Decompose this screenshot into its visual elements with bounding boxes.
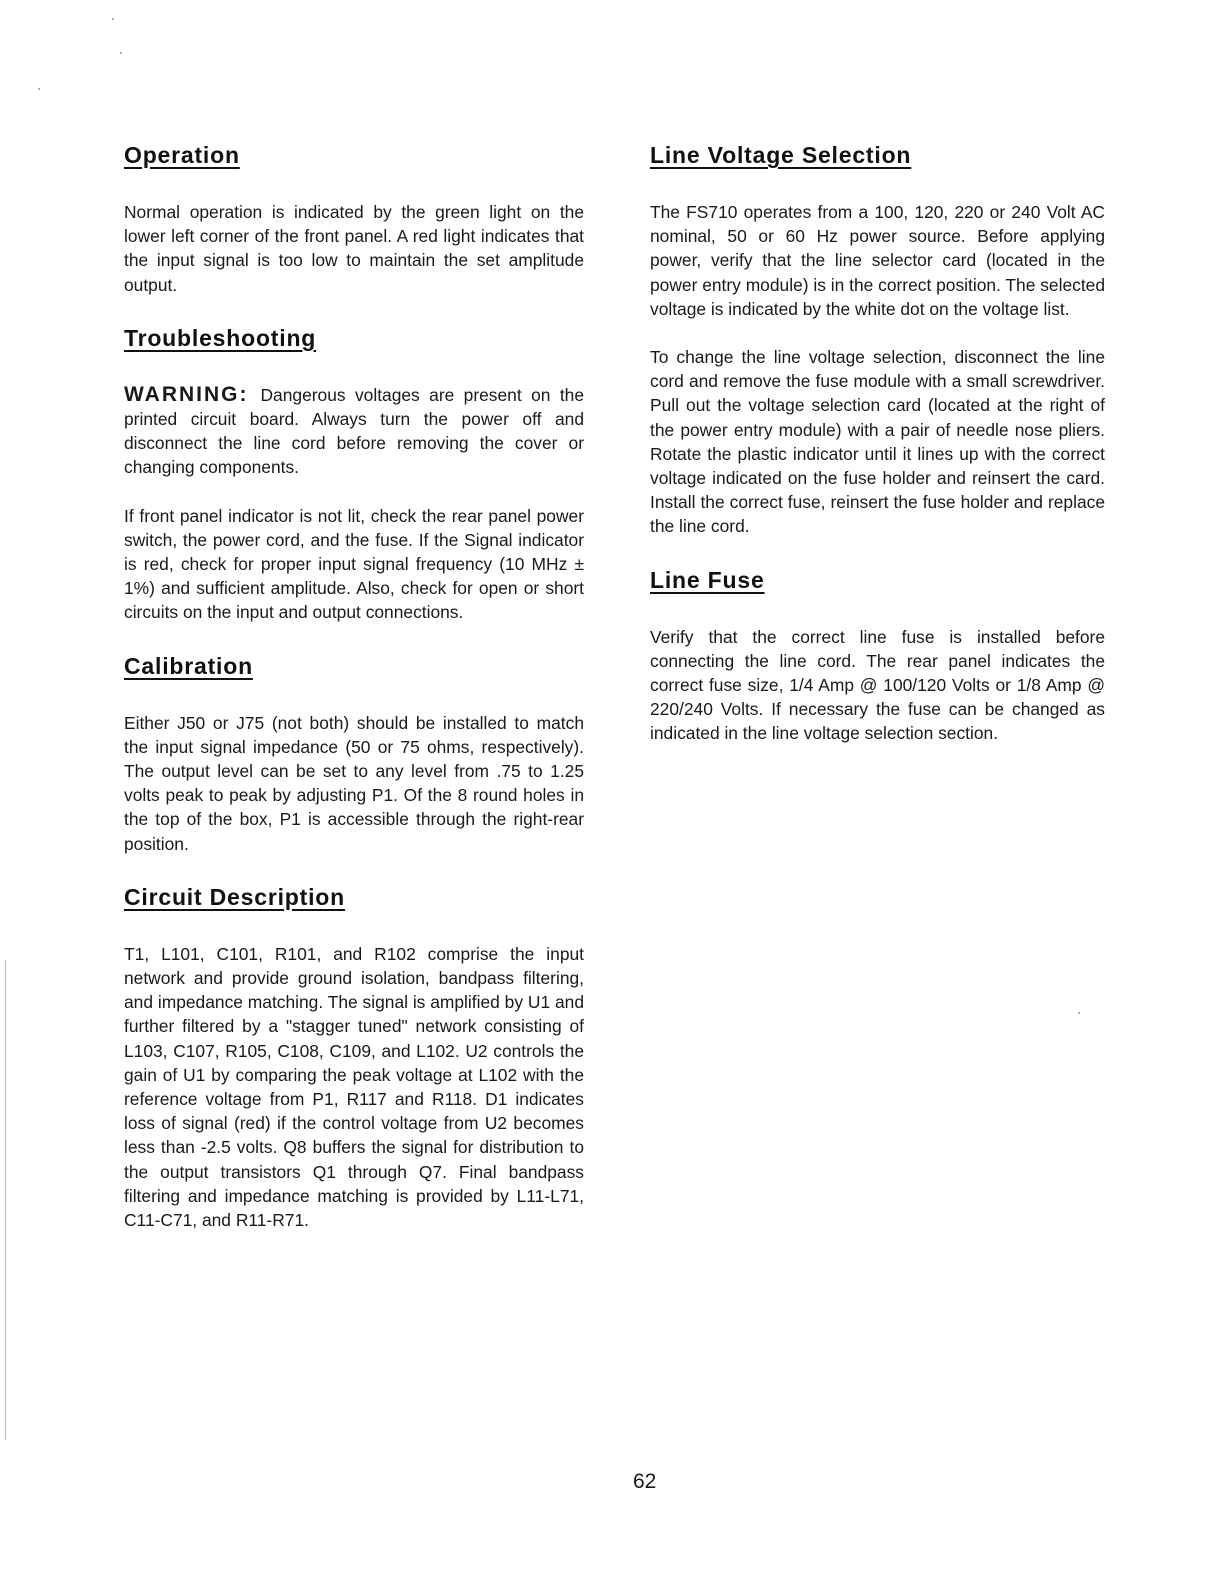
circuit-description-heading: Circuit Description — [124, 883, 345, 910]
line-voltage-paragraph-2: To change the line voltage selection, disconnect the line cord and remove the fuse module with a small screwdriver. Pull out the voltage selection card (located at the right of the power entry module) with a pair of needle nose pliers. Rotate the plastic indicator until it lines up with the correct voltage indicated on the fuse holder and reinsert the card. Install the correct fuse, reinsert the fuse holder and replace the line cord. — [650, 347, 1105, 537]
scan-speck — [1078, 1012, 1080, 1014]
warning-text: Dangerous voltages are present on the printed circuit board. Always turn the power off and disconnect the line cord before removing the cover or changing components. — [124, 384, 584, 478]
circuit-description-paragraph: T1, L101, C101, R101, and R102 comprise the input network and provide ground isolation, bandpass filtering, and impedance matching. The signal is amplified by U1 and further filtered by a "stagger tuned" network consisting of L103, C107, R105, C108, C109, and L102. U2 controls the gain of U1 by comparing the peak voltage at L102 with the reference voltage from P1, R117 and R118. D1 indicates loss of signal (red) if the control voltage from U2 becomes less than -2.5 volts. Q8 buffers the signal for distribution to the output transistors Q1 through Q7. Final bandpass filtering and impedance matching is provided by L11-L71, C11-C71, and R11-R71. — [124, 943, 584, 1231]
operation-heading: Operation — [124, 142, 240, 168]
scan-edge-line — [5, 960, 6, 1440]
scan-speck — [38, 88, 40, 90]
circuit-description-section — [124, 880, 584, 1232]
line-fuse-heading: Line Fuse — [650, 566, 765, 593]
calibration-section — [124, 649, 584, 856]
operation-section — [124, 138, 584, 297]
left-column — [124, 138, 584, 1256]
troubleshooting-heading: Troubleshooting — [124, 324, 317, 351]
page-number: 62 — [633, 1470, 657, 1493]
warning-label: WARNING: — [124, 382, 249, 406]
troubleshooting-section — [124, 321, 584, 625]
line-voltage-selection-heading: Line Voltage Selection — [650, 142, 912, 168]
troubleshooting-paragraph: If front panel indicator is not lit, check the rear panel power switch, the power cord, and the fuse. If the Signal indicator is red, check for proper input signal frequency (10 MHz ± 1%) and sufficient amplitude. Also, check for open or short circuits on the input and output connections. — [124, 505, 584, 623]
calibration-paragraph: Either J50 or J75 (not both) should be installed to match the input signal impedance (50 or 75 ohms, respectively). The output level can be set to any level from .75 to 1.25 volts peak to peak by adjusting P1. Of the 8 round holes in the top of the box, P1 is accessible through the right-rear position. — [124, 712, 584, 854]
warning-paragraph — [124, 383, 584, 480]
line-voltage-paragraph-1: The FS710 operates from a 100, 120, 220 or 240 Volt AC nominal, 50 or 60 Hz power source. Before applying power, verify that the line selector card (located in the power entry module) is in the correct position. The selected voltage is indicated by the white dot on the voltage list. — [650, 202, 1105, 319]
line-voltage-selection-section — [650, 138, 1105, 539]
calibration-heading: Calibration — [124, 652, 253, 679]
right-column — [650, 138, 1105, 770]
operation-paragraph: Normal operation is indicated by the green light on the lower left corner of the front panel. A red light indicates that the input signal is too low to maintain the set amplitude output. — [124, 202, 584, 295]
line-fuse-paragraph: Verify that the correct line fuse is installed before connecting the line cord. The rear panel indicates the correct fuse size, 1/4 Amp @ 100/120 Volts or 1/8 Amp @ 220/240 Volts. If necessary the fuse can be changed as indicated in the line voltage selection section. — [650, 626, 1105, 744]
scan-speck — [120, 52, 122, 54]
scan-speck — [112, 18, 114, 20]
line-fuse-section — [650, 563, 1105, 746]
